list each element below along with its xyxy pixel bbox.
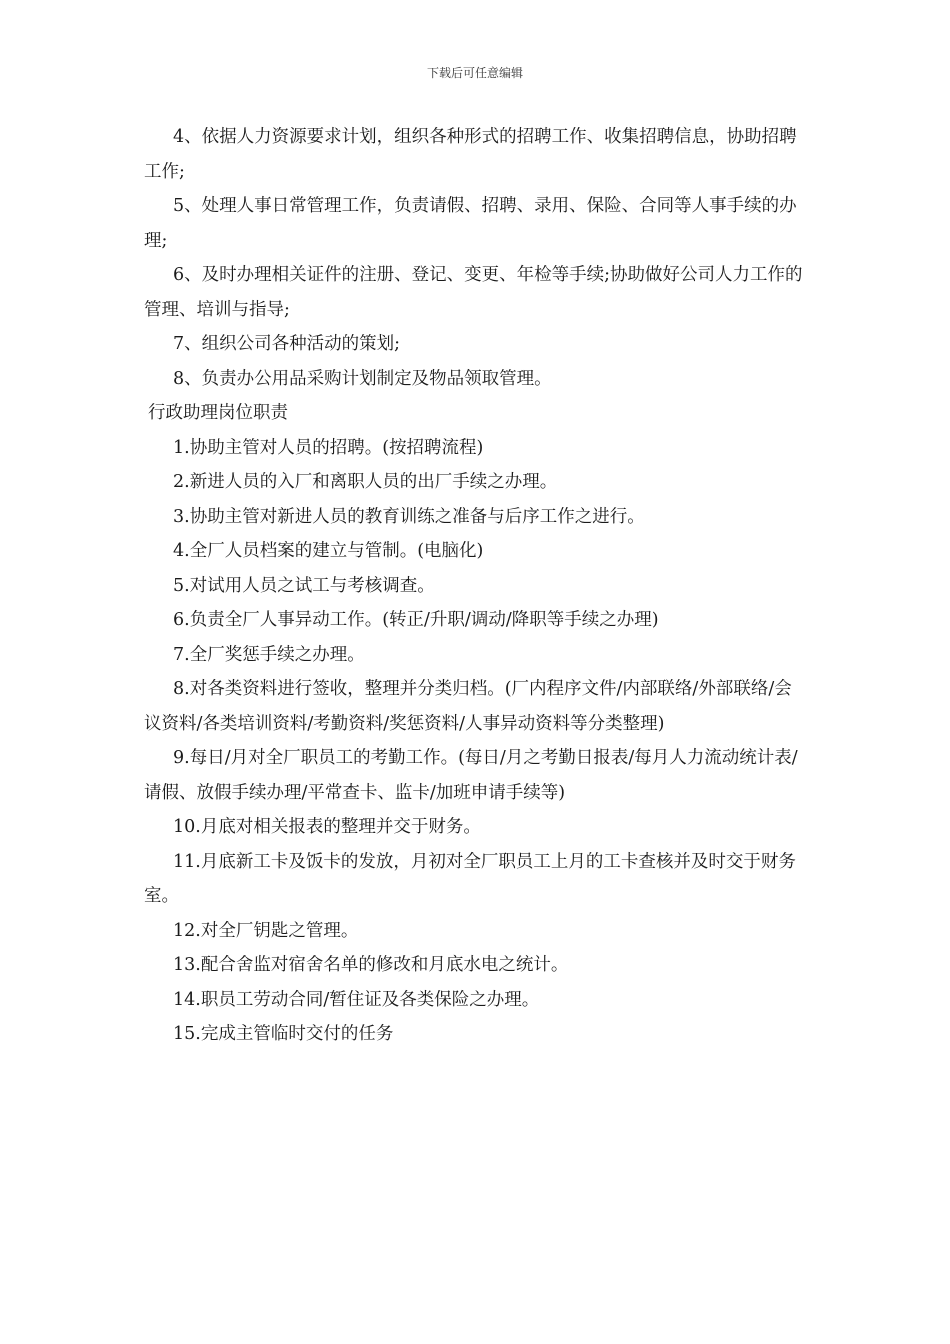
assistant-duty-3: 3.协助主管对新进人员的教育训练之准备与后序工作之进行。 <box>173 506 645 527</box>
assistant-duty-6: 6.负责全厂人事异动工作。(转正/升职/调动/降职等手续之办理) <box>173 610 659 630</box>
duty-item-6: 6、及时办理相关证件的注册、登记、变更、年检等手续;协助做好公司人力工作的管理、培训与指导; <box>144 265 803 320</box>
assistant-duty-5: 5.对试用人员之试工与考核调查。 <box>173 575 435 596</box>
assistant-duty-14: 14.职员工劳动合同/暂住证及各类保险之办理。 <box>173 989 540 1010</box>
assistant-duty-12: 12.对全厂钥匙之管理。 <box>173 920 359 941</box>
assistant-duty-1: 1.协助主管对人员的招聘。(按招聘流程) <box>173 437 484 458</box>
duty-item-7: 7、组织公司各种活动的策划; <box>173 334 401 354</box>
assistant-duty-9: 9.每日/月对全厂职员工的考勤工作。(每日/月之考勤日报表/每月人力流动统计表/请假、放假手续办理/平常查卡、监卡/加班申请手续等) <box>144 748 798 803</box>
assistant-duty-11: 11.月底新工卡及饭卡的发放，月初对全厂职员工上月的工卡查核并及时交于财务室。 <box>144 851 796 906</box>
document-body <box>144 120 806 1052</box>
section-title: 行政助理岗位职责 <box>148 403 288 423</box>
assistant-duty-15: 15.完成主管临时交付的任务 <box>173 1024 394 1044</box>
assistant-duty-2: 2.新进人员的入厂和离职人员的出厂手续之办理。 <box>173 472 558 492</box>
assistant-duty-10: 10.月底对相关报表的整理并交于财务。 <box>173 817 481 837</box>
duty-item-4: 4、依据人力资源要求计划，组织各种形式的招聘工作、收集招聘信息，协助招聘工作; <box>144 127 797 182</box>
page-header: 下载后可任意编辑 <box>426 66 523 80</box>
assistant-duty-7: 7.全厂奖惩手续之办理。 <box>173 644 365 665</box>
duty-item-5: 5、处理人事日常管理工作，负责请假、招聘、录用、保险、合同等人事手续的办理; <box>144 196 797 251</box>
duty-item-8: 8、负责办公用品采购计划制定及物品领取管理。 <box>173 368 552 389</box>
assistant-duty-8: 8.对各类资料进行签收，整理并分类归档。(厂内程序文件/内部联络/外部联络/会议资料/各类培训资料/考勤资料/奖惩资料/人事异动资料等分类整理) <box>144 679 792 734</box>
assistant-duty-13: 13.配合舍监对宿舍名单的修改和月底水电之统计。 <box>173 955 569 975</box>
assistant-duty-4: 4.全厂人员档案的建立与管制。(电脑化) <box>173 541 484 561</box>
